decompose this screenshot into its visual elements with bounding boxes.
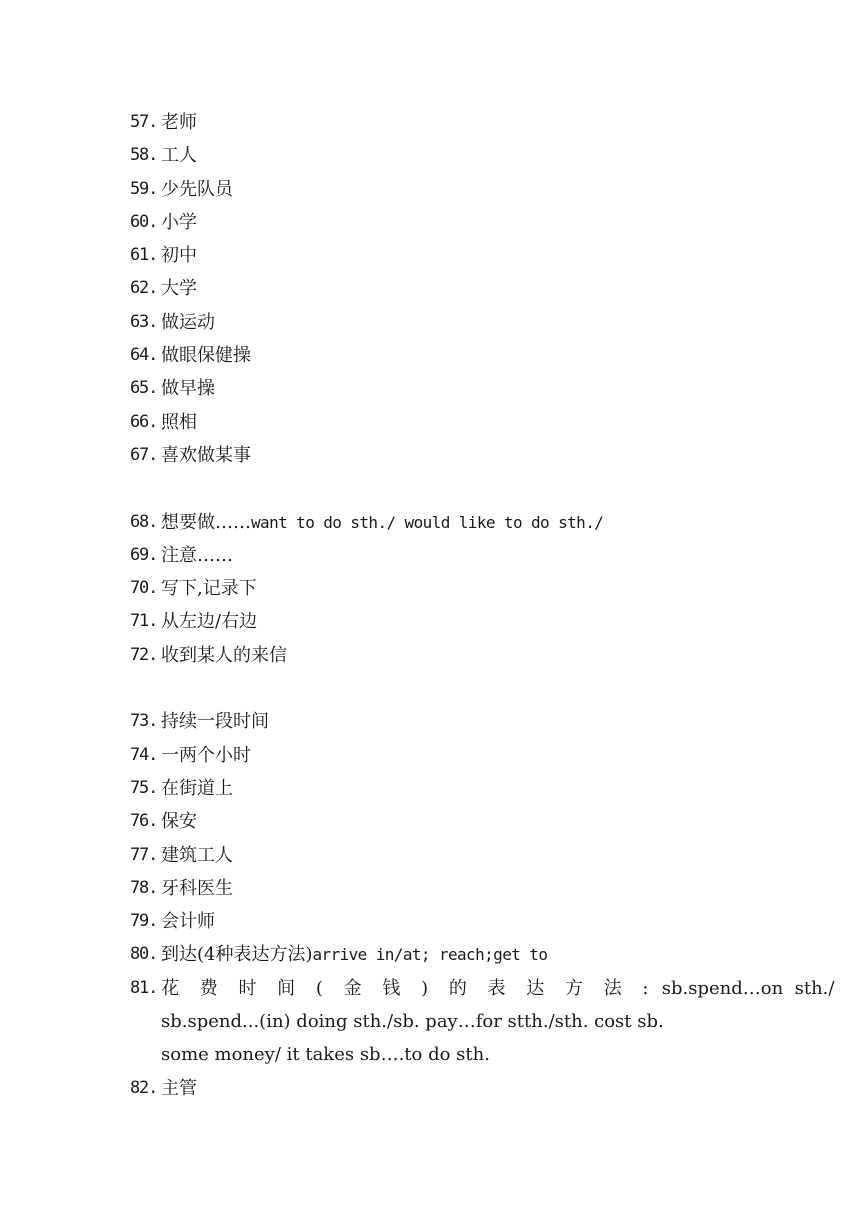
item-number: 70.: [130, 578, 158, 599]
item-text-cn: 花 费 时 间 ( 金 钱 ) 的 表 达 方 法 :: [161, 977, 656, 999]
item-text: [161, 972, 834, 1072]
item-number: 77.: [130, 844, 158, 865]
item-text: 大学: [161, 278, 197, 300]
item-text: 一两个小时: [161, 744, 251, 766]
list-item: [130, 872, 740, 905]
list-item: [130, 972, 835, 1072]
item-number: 60.: [130, 211, 158, 232]
item-text: 收到某人的来信: [161, 644, 287, 666]
list-item: [130, 239, 740, 272]
item-text: 保安: [161, 811, 197, 833]
item-text-line: sb.spend...(in) doing sth./sb. pay…for stth./sth. cost sb.: [161, 1011, 664, 1033]
item-text: 主管: [161, 1077, 197, 1099]
item-number: 63.: [130, 311, 158, 332]
list-item: [130, 372, 740, 405]
item-number: 59.: [130, 178, 158, 199]
item-number: 68.: [130, 511, 158, 532]
list-item: [130, 339, 740, 372]
list-item: [130, 639, 740, 672]
item-number: 62.: [130, 278, 158, 299]
item-text-cn: 想要做……: [161, 511, 251, 533]
list-item: [130, 272, 740, 305]
item-number: 72.: [130, 644, 158, 665]
item-text-cn: 到达(4种表达方法): [161, 944, 313, 966]
list-item: [130, 572, 740, 605]
item-number: 73.: [130, 711, 158, 732]
item-number: 66.: [130, 411, 158, 432]
item-number: 80.: [130, 944, 158, 965]
list-item: [130, 739, 740, 772]
item-text: 建筑工人: [161, 844, 233, 866]
list-item: [130, 306, 740, 339]
item-text: 老师: [161, 112, 197, 133]
item-number: 69.: [130, 544, 158, 565]
item-number: 74.: [130, 744, 158, 765]
list-item: [130, 406, 740, 439]
item-text-line: [161, 972, 834, 1005]
item-text: 工人: [161, 145, 197, 167]
item-text-en: sb.spend…on sth./: [656, 977, 835, 999]
item-text: 初中: [161, 245, 197, 267]
list-item: [130, 139, 740, 172]
item-text: 小学: [161, 211, 197, 233]
item-text: 做眼保健操: [161, 345, 251, 367]
item-number: 81.: [130, 977, 158, 998]
item-text: 少先队员: [161, 178, 233, 200]
item-number: 82.: [130, 1077, 158, 1098]
vocabulary-list: [130, 106, 835, 1105]
list-item: [130, 705, 740, 738]
item-text: 持续一段时间: [161, 711, 269, 733]
item-number: 57.: [130, 112, 158, 132]
item-text: 照相: [161, 411, 197, 433]
list-item: [130, 772, 740, 805]
list-item: [130, 905, 740, 938]
item-text-en: arrive in/at; reach;get to: [312, 945, 548, 965]
item-text: [161, 506, 740, 539]
item-number: 61.: [130, 245, 158, 266]
list-item: [130, 206, 740, 239]
section-gap: [130, 472, 740, 505]
item-text: 做早操: [161, 378, 215, 400]
item-text: 牙科医生: [161, 877, 233, 899]
item-number: 65.: [130, 378, 158, 399]
item-text-en: want to do sth./ would like to do sth./: [251, 512, 604, 532]
item-text: [161, 938, 740, 971]
item-number: 76.: [130, 811, 158, 832]
item-number: 64.: [130, 345, 158, 366]
item-text: 做运动: [161, 311, 215, 333]
item-number: 79.: [130, 911, 158, 932]
list-item: [130, 605, 740, 638]
list-item: [130, 805, 740, 838]
item-number: 71.: [130, 611, 158, 632]
item-text: 会计师: [161, 911, 215, 933]
item-text: 注意……: [161, 544, 233, 566]
item-text: 喜欢做某事: [161, 444, 251, 466]
list-item: [130, 938, 740, 971]
item-number: 75.: [130, 777, 158, 798]
list-item: [130, 839, 740, 872]
list-item: [130, 1072, 740, 1105]
item-number: 78.: [130, 877, 158, 898]
section-gap: [130, 672, 740, 705]
list-item: [130, 106, 740, 139]
item-text: 从左边/右边: [161, 611, 258, 633]
item-text-line: some money/ it takes sb….to do sth.: [161, 1044, 490, 1066]
item-text: 写下,记录下: [161, 578, 257, 600]
list-item: [130, 173, 740, 206]
item-number: 67.: [130, 444, 158, 465]
item-text: 在街道上: [161, 777, 233, 799]
list-item: [130, 506, 740, 539]
list-item: [130, 539, 740, 572]
item-number: 58.: [130, 145, 158, 166]
list-item: [130, 439, 740, 472]
